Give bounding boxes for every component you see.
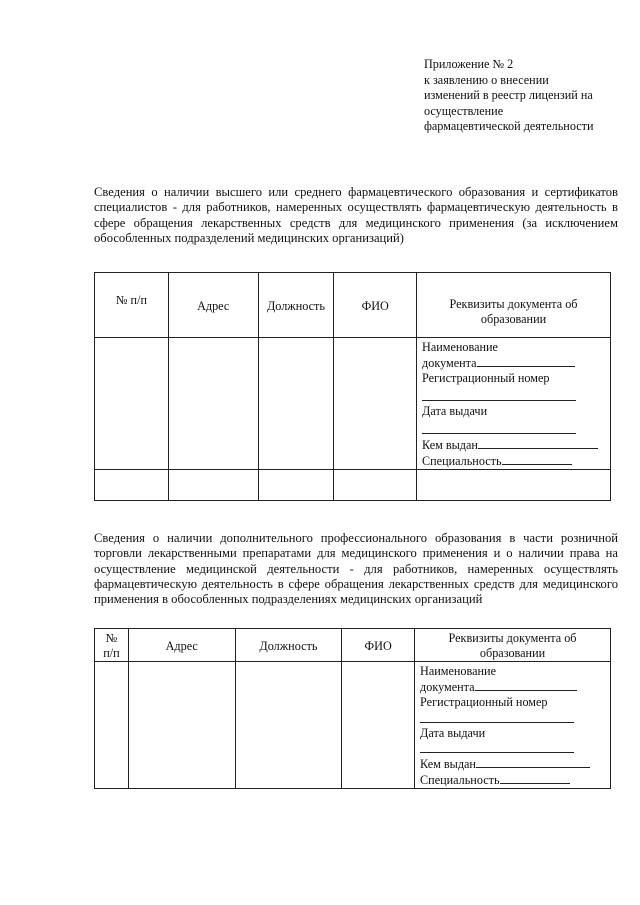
field-document-label: документа <box>420 680 475 694</box>
table-row <box>95 662 611 789</box>
appendix-line: осуществление <box>424 103 504 118</box>
issued-by-blank[interactable] <box>478 437 598 449</box>
field-document-label: документа <box>422 356 477 370</box>
education-table-2 <box>94 628 611 789</box>
field-reg-number-label: Регистрационный номер <box>420 695 548 709</box>
table-row <box>95 470 611 501</box>
fio-cell[interactable] <box>334 470 417 501</box>
address-cell[interactable] <box>168 470 258 501</box>
address-header: Адрес <box>128 629 235 662</box>
specialty-blank[interactable] <box>500 772 570 784</box>
table-header-row <box>95 273 611 338</box>
address-cell[interactable] <box>128 662 235 789</box>
position-header: Должность <box>258 273 334 338</box>
issued-by-blank[interactable] <box>476 756 590 768</box>
field-issued-by-label: Кем выдан <box>420 757 476 771</box>
section2-heading: Сведения о наличии дополнительного профессионального образования в части розничной торговли лекарственными препаратами для медицинского применения и о наличии права на осуществление медицинской деятельности - для работников, намеренных осуществлять фармацевтическую деятельность в сфере обращения лекарственных средств для медицинского применения в обособленных подразделениях медицинских организаций <box>94 531 618 607</box>
num-header: № п/п <box>95 273 169 338</box>
reg-number-blank[interactable] <box>422 399 576 401</box>
appendix-note <box>424 57 624 135</box>
specialty-blank[interactable] <box>502 453 572 465</box>
issue-date-blank[interactable] <box>422 432 576 434</box>
field-issued-by-label: Кем выдан <box>422 438 478 452</box>
field-reg-number-label: Регистрационный номер <box>422 371 550 385</box>
reg-number-blank[interactable] <box>420 721 574 723</box>
field-name-label: Наименование <box>422 340 498 354</box>
requisites-cell[interactable] <box>415 662 611 789</box>
requisites-header: Реквизиты документа об образовании <box>415 629 611 662</box>
document-blank[interactable] <box>477 355 575 367</box>
requisites-cell[interactable] <box>417 470 611 501</box>
address-cell[interactable] <box>168 338 258 470</box>
num-cell[interactable] <box>95 662 129 789</box>
position-cell[interactable] <box>235 662 342 789</box>
num-header: № п/п <box>95 629 129 662</box>
field-issue-date-label: Дата выдачи <box>420 726 486 740</box>
education-table-1 <box>94 272 611 501</box>
requisites-cell[interactable] <box>417 338 611 470</box>
num-cell[interactable] <box>95 338 169 470</box>
appendix-line: изменений в реестр лицензий на <box>424 88 593 102</box>
section1-heading: Сведения о наличии высшего или среднего фармацевтического образования и сертификатов специалистов - для работников, намеренных осуществлять фармацевтическую деятельность в сфере обращения лекарственных средств для медицинского применения (за исключением обособленных подразделений медицинских организаций) <box>94 185 618 245</box>
issue-date-blank[interactable] <box>420 751 574 753</box>
field-name-label: Наименование <box>420 664 496 678</box>
position-cell[interactable] <box>258 470 334 501</box>
fio-header: ФИО <box>334 273 417 338</box>
position-cell[interactable] <box>258 338 334 470</box>
field-specialty-label: Специальность <box>422 454 502 468</box>
requisites-header: Реквизиты документа об образовании <box>417 273 611 338</box>
table-header-row <box>95 629 611 662</box>
field-specialty-label: Специальность <box>420 773 500 787</box>
num-cell[interactable] <box>95 470 169 501</box>
position-header: Должность <box>235 629 342 662</box>
table-row <box>95 338 611 470</box>
document-blank[interactable] <box>475 679 577 691</box>
appendix-line: фармацевтической деятельности <box>424 119 594 133</box>
appendix-line: к заявлению о внесении <box>424 72 549 87</box>
appendix-line: Приложение № 2 <box>424 57 514 71</box>
fio-cell[interactable] <box>342 662 415 789</box>
fio-cell[interactable] <box>334 338 417 470</box>
field-issue-date-label: Дата выдачи <box>422 404 488 418</box>
address-header: Адрес <box>168 273 258 338</box>
fio-header: ФИО <box>342 629 415 662</box>
